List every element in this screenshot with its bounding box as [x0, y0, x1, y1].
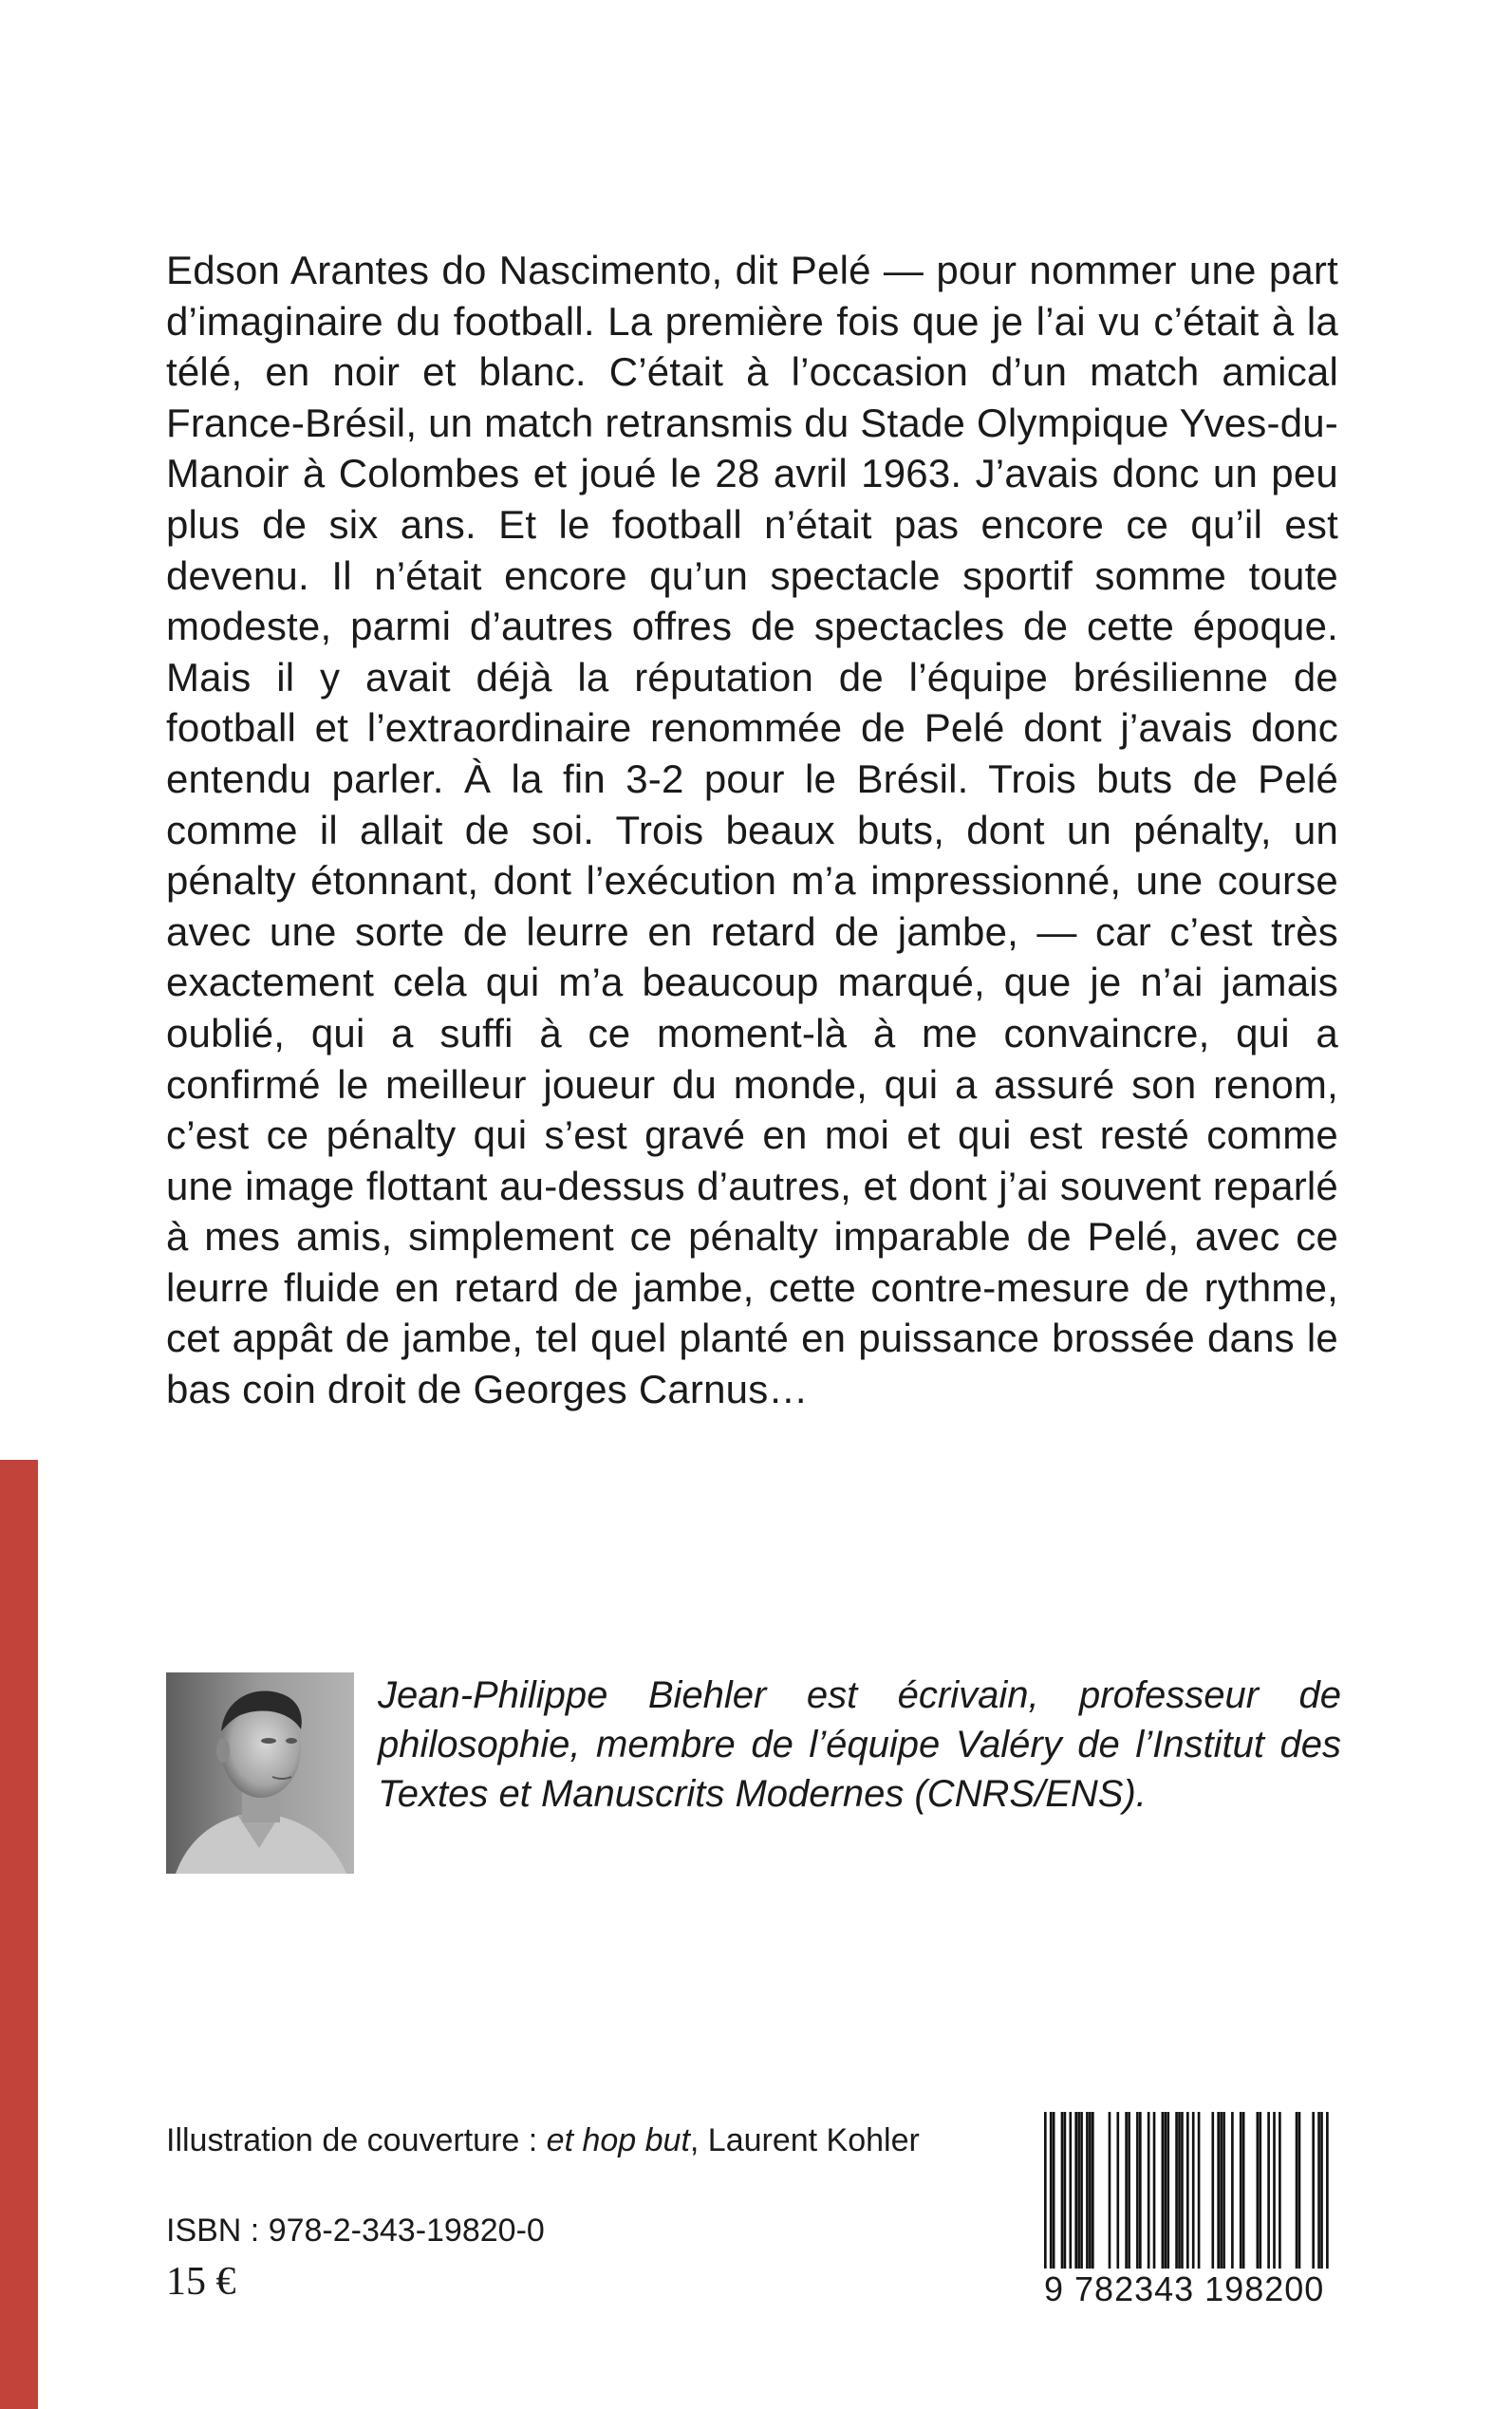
- author-bio: [378, 1671, 1341, 1819]
- barcode-bar: [1074, 2112, 1077, 2269]
- barcode-bar: [1312, 2112, 1315, 2269]
- barcode-bar: [1125, 2112, 1128, 2269]
- barcode-bar: [1128, 2112, 1130, 2269]
- barcode-bar: [1242, 2112, 1245, 2269]
- barcode-bar: [1139, 2112, 1142, 2269]
- barcode-bar: [1109, 2112, 1111, 2269]
- barcode-digits: 9 782343 198200: [1044, 2269, 1329, 2310]
- barcode-bar: [1080, 2112, 1083, 2269]
- barcode-bar: [1116, 2112, 1119, 2269]
- barcode-bar: [1148, 2112, 1150, 2269]
- credit-prefix: Illustration de couverture :: [166, 2122, 547, 2158]
- barcode-bar: [1167, 2112, 1169, 2269]
- barcode-bar: [1178, 2112, 1181, 2269]
- barcode-bar: [1153, 2112, 1156, 2269]
- barcode-bar: [1175, 2112, 1178, 2269]
- price: 15 €: [166, 2260, 236, 2304]
- barcode-bar: [1050, 2112, 1053, 2269]
- barcode-bar: [1320, 2112, 1323, 2269]
- barcode-bar: [1192, 2112, 1195, 2269]
- barcode-bar: [1220, 2112, 1223, 2269]
- barcode-bar: [1092, 2112, 1094, 2269]
- barcode-bar: [1217, 2112, 1220, 2269]
- author-name: Jean-Philippe Biehler: [378, 1674, 767, 1716]
- barcode-bar: [1267, 2112, 1270, 2269]
- barcode-bar: [1136, 2112, 1139, 2269]
- barcode-bar: [1181, 2112, 1184, 2269]
- barcode-bar: [1069, 2112, 1072, 2269]
- barcode-bar: [1061, 2112, 1064, 2269]
- barcode-bar: [1186, 2112, 1189, 2269]
- credit-suffix: , Laurent Kohler: [689, 2122, 920, 2158]
- barcode-bar: [1326, 2112, 1329, 2269]
- barcode-bar: [1064, 2112, 1067, 2269]
- barcode-bar: [1164, 2112, 1167, 2269]
- isbn: ISBN : 978-2-343-19820-0: [166, 2213, 545, 2249]
- barcode-bar: [1298, 2112, 1301, 2269]
- barcode-bar: [1259, 2112, 1261, 2269]
- barcode-bar: [1211, 2112, 1214, 2269]
- barcode-bar: [1198, 2112, 1201, 2269]
- barcode-bar: [1279, 2112, 1281, 2269]
- author-bio-text: est écrivain, professeur de philosophie, membre de l’équipe Valéry de l’Institut des Textes et Manuscrits Modernes (CNRS/ENS).: [378, 1674, 1341, 1815]
- barcode-bar: [1086, 2112, 1089, 2269]
- author-photo: [166, 1672, 354, 1874]
- barcode-bar: [1231, 2112, 1234, 2269]
- barcode-bar: [1053, 2112, 1055, 2269]
- barcode-bar: [1162, 2112, 1165, 2269]
- red-accent-band: [0, 1460, 38, 2409]
- barcode-bar: [1044, 2112, 1047, 2269]
- barcode-bar: [1223, 2112, 1225, 2269]
- barcode-bar: [1077, 2112, 1080, 2269]
- barcode-bar: [1257, 2112, 1260, 2269]
- credit-title: et hop but: [546, 2122, 690, 2158]
- barcode-bar: [1296, 2112, 1298, 2269]
- barcode-bar: [1240, 2112, 1242, 2269]
- barcode-bar: [1089, 2112, 1092, 2269]
- back-cover-blurb: Edson Arantes do Nascimento, dit Pelé — pour nommer une part d’imaginaire du football. La première fois que je l’ai vu c’était à la télé, en noir et blanc. C’était à l’occasion d’un match amical France-Brésil, un match retransmis du Stade Olympique Yves-du-Manoir à Colombes et joué le 28 avril 1963. J’avais donc un peu plus de six ans. Et le football n’était pas encore ce qu’il est devenu. Il n’était encore qu’un spectacle sportif somme toute modeste, parmi d’autres offres de spectacles de cette époque. Mais il y avait déjà la réputation de l’équipe brésilienne de football et l’extraordinaire renommée de Pelé dont j’avais donc entendu parler. À la fin 3-2 pour le Brésil. Trois buts de Pelé comme il allait de soi. Trois beaux buts, dont un pénalty, un pénalty étonnant, dont l’exécution m’a impressionné, une course avec une sorte de leurre en retard de jambe, — car c’est très exactement cela qui m’a beaucoup marqué, que je n’ai jamais oublié, qui a suffi à ce moment-là à me convaincre, qui a confirmé le meilleur joueur du monde, qui a assuré son renom, c’est ce pénalty qui s’est gravé en moi et qui est resté comme une image flottant au-dessus d’autres, et dont j’ai souvent reparlé à mes amis, simplement ce pénalty imparable de Pelé, avec ce leurre fluide en retard de jambe, cette contre-mesure de rythme, cet appât de jambe, tel quel planté en puissance brossée dans le bas coin droit de Georges Carnus…: [166, 248, 1338, 1412]
- barcode-bar: [1273, 2112, 1276, 2269]
- barcode-bar: [1317, 2112, 1320, 2269]
- cover-illustration-credit: [166, 2121, 920, 2159]
